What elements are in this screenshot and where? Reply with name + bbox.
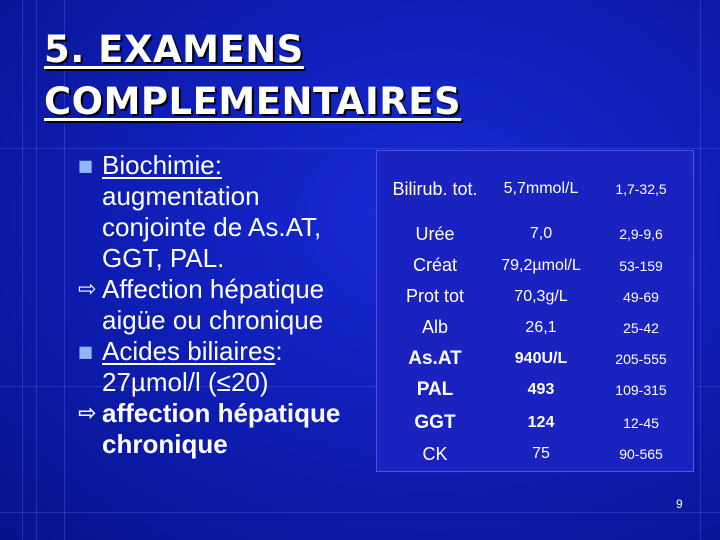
reference-range: 12-45 bbox=[623, 414, 659, 431]
bullet-list bbox=[78, 150, 368, 460]
decor-line bbox=[700, 0, 701, 540]
test-value: 5,7mmol/L bbox=[503, 180, 579, 197]
table-row bbox=[382, 218, 688, 250]
test-value: 7,0 bbox=[529, 225, 553, 242]
test-value: 124 bbox=[527, 413, 555, 431]
table-row bbox=[382, 343, 688, 374]
test-value: 940U/L bbox=[514, 349, 568, 367]
bullet-label: Biochimie: bbox=[102, 150, 222, 180]
arrow-icon: ⇨ bbox=[78, 401, 97, 426]
text-line: conjointe de As.AT, bbox=[102, 212, 322, 242]
test-value: 75 bbox=[532, 445, 550, 462]
text-line: GGT, PAL. bbox=[102, 243, 225, 273]
text-line: aigüe ou chronique bbox=[102, 305, 324, 335]
table-row bbox=[382, 374, 688, 406]
test-value: 79,2µmol/L bbox=[501, 256, 581, 274]
test-name: CK bbox=[422, 443, 448, 464]
test-value: 493 bbox=[527, 381, 555, 398]
sub-item-affection bbox=[78, 274, 368, 336]
table-row bbox=[382, 439, 688, 469]
test-name: Alb bbox=[421, 317, 448, 337]
decor-line bbox=[0, 148, 720, 149]
table-row bbox=[382, 281, 688, 312]
text-line: 27µmol/l (≤20) bbox=[102, 367, 269, 397]
page-number: 9 bbox=[676, 497, 683, 511]
table-row bbox=[382, 160, 688, 218]
decor-line bbox=[36, 0, 37, 540]
square-bullet-icon: ■ bbox=[78, 156, 94, 175]
reference-range: 49-69 bbox=[623, 288, 659, 305]
test-value: 70,3g/L bbox=[514, 287, 568, 305]
reference-range: 109-315 bbox=[615, 382, 667, 398]
decor-line bbox=[22, 0, 23, 540]
reference-range: 205-555 bbox=[615, 350, 667, 367]
text-line: Affection hépatique bbox=[102, 274, 325, 304]
bullet-item-acides bbox=[78, 336, 368, 398]
sub-item-chronique bbox=[78, 398, 368, 460]
reference-range: 25-42 bbox=[623, 319, 659, 336]
text-line: affection hépatique bbox=[102, 398, 341, 428]
table-row bbox=[382, 250, 688, 281]
test-value: 26,1 bbox=[525, 318, 557, 336]
reference-range: 2,9-9,6 bbox=[619, 226, 663, 242]
test-name: Bilirub. tot. bbox=[392, 178, 478, 199]
bullet-label: Acides biliaires bbox=[102, 336, 276, 366]
arrow-icon: ⇨ bbox=[78, 277, 97, 302]
test-name: Créat bbox=[412, 255, 457, 275]
slide-title bbox=[44, 24, 461, 128]
text-line: augmentation bbox=[102, 181, 260, 211]
test-name: PAL bbox=[416, 379, 454, 400]
square-bullet-icon: ■ bbox=[78, 342, 94, 361]
title-line: COMPLEMENTAIRES bbox=[44, 80, 462, 123]
table-row bbox=[382, 406, 688, 439]
reference-range: 53-159 bbox=[619, 257, 663, 274]
title-line: 5. EXAMENS bbox=[44, 28, 304, 71]
reference-range: 1,7-32,5 bbox=[615, 181, 667, 197]
bullet-colon: : bbox=[275, 336, 283, 366]
test-name: Urée bbox=[415, 223, 455, 244]
test-name: As.AT bbox=[408, 347, 462, 369]
text-line: chronique bbox=[102, 429, 228, 459]
reference-range: 90-565 bbox=[619, 446, 663, 462]
test-name: GGT bbox=[414, 411, 456, 433]
test-name: Prot tot bbox=[405, 286, 465, 306]
decor-line bbox=[0, 512, 720, 513]
lab-results-table bbox=[382, 160, 688, 469]
bullet-item-biochimie bbox=[78, 150, 368, 274]
table-row bbox=[382, 312, 688, 343]
